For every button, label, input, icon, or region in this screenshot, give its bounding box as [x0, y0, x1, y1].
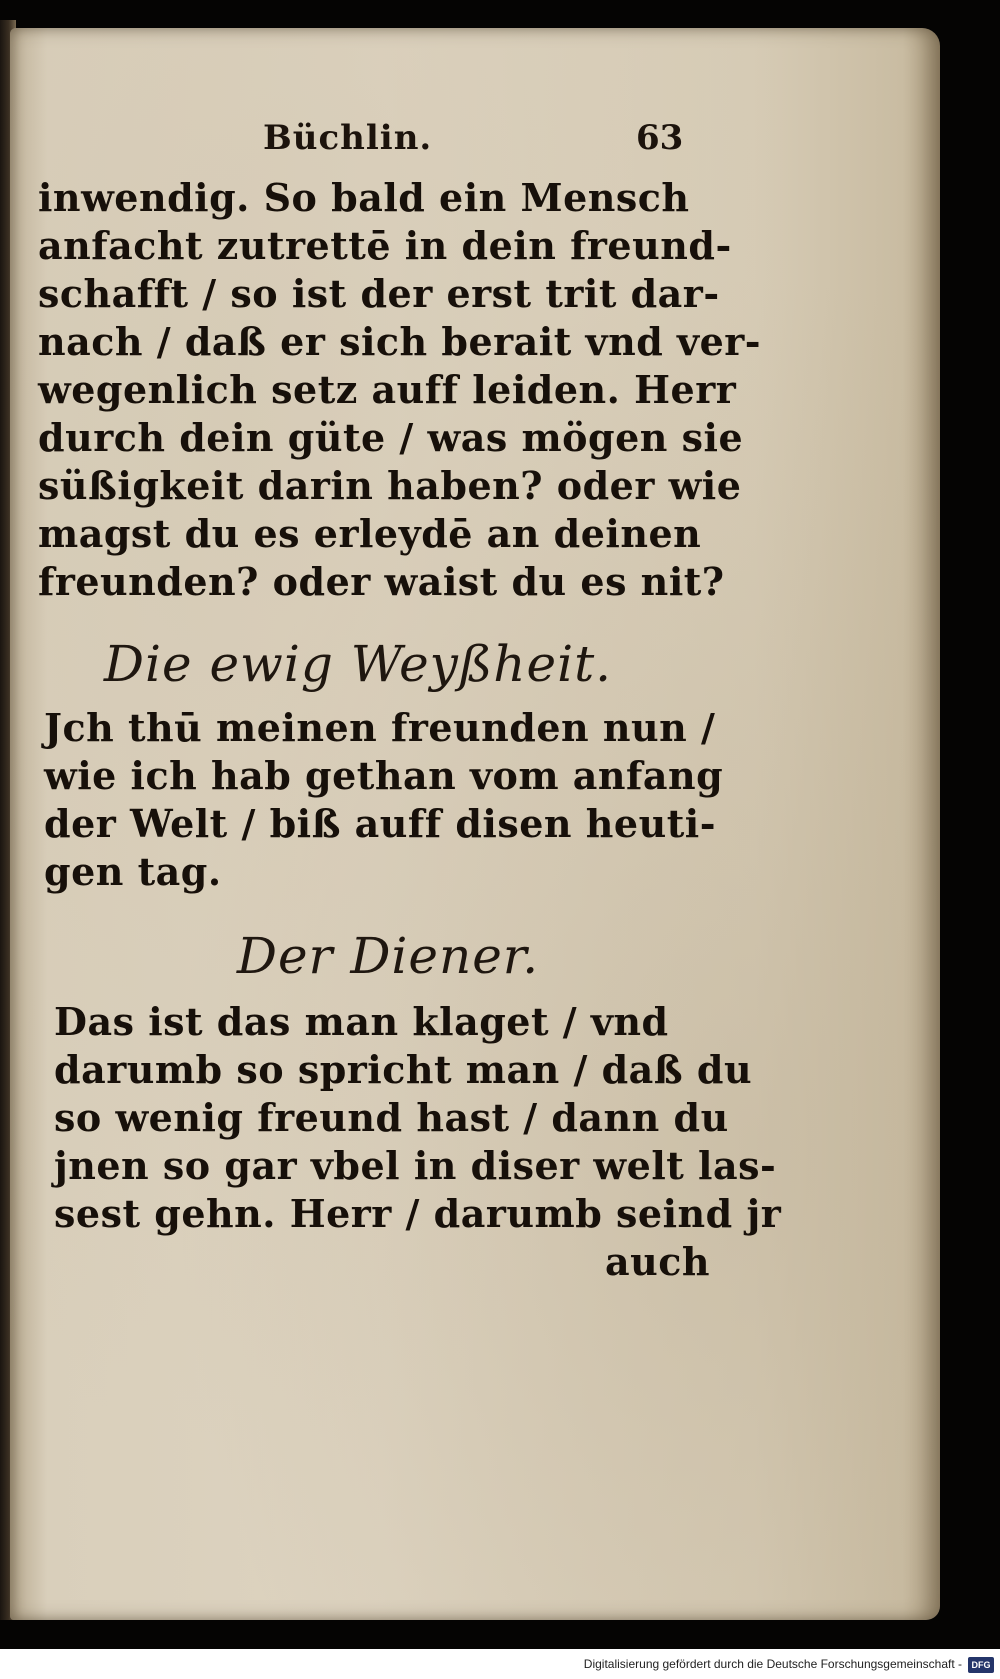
text-line: freunden? oder waist du es nit?: [38, 559, 725, 604]
page-number: 63: [636, 118, 684, 158]
paragraph-1: [38, 174, 762, 606]
text-line: wegenlich setz auff leiden. Herr: [38, 367, 737, 412]
running-head: [38, 118, 718, 174]
running-head-title: Büchlin.: [263, 118, 433, 158]
text-line: so wenig freund hast / dann du: [54, 1095, 729, 1140]
speaker-heading-servant: Der Diener.: [236, 927, 540, 985]
paragraph-2: [44, 704, 724, 896]
digitization-footer: [0, 1649, 1000, 1679]
text-line: sest gehn. Herr / darumb seind jr: [54, 1191, 782, 1236]
funding-credit: Digitalisierung gefördert durch die Deutsche Forschungsgemeinschaft -: [583, 1657, 962, 1671]
catchword: auch: [604, 1239, 710, 1284]
text-line: wie ich hab gethan vom anfang: [44, 753, 724, 798]
text-line: Jch thū meinen freunden nun /: [44, 705, 716, 750]
text-line: Das ist das man klaget / vnd: [54, 999, 669, 1044]
text-line: darumb so spricht man / daß du: [54, 1047, 753, 1092]
text-line: durch dein güte / was mögen sie: [38, 415, 744, 460]
text-block: [38, 118, 782, 1286]
text-line: gen tag.: [44, 849, 222, 894]
dfg-logo-icon: DFG: [968, 1657, 994, 1673]
text-line: nach / daß er sich berait vnd ver-: [38, 319, 762, 364]
text-line: inwendig. So bald ein Mensch: [38, 175, 690, 220]
text-line: der Welt / biß auff disen heuti-: [44, 801, 716, 846]
text-line: süßigkeit darin haben? oder wie: [38, 463, 742, 508]
text-line: magst du es erleydē an deinen: [38, 511, 702, 556]
book-page: [10, 28, 940, 1620]
paragraph-3: [54, 998, 782, 1286]
text-line: schafft / so ist der erst trit dar-: [38, 271, 720, 316]
text-line: anfacht zutrettē in dein freund-: [38, 223, 732, 268]
speaker-heading-wisdom: Die ewig Weyßheit.: [103, 635, 613, 693]
text-line: jnen so gar vbel in diser welt las-: [54, 1143, 777, 1188]
